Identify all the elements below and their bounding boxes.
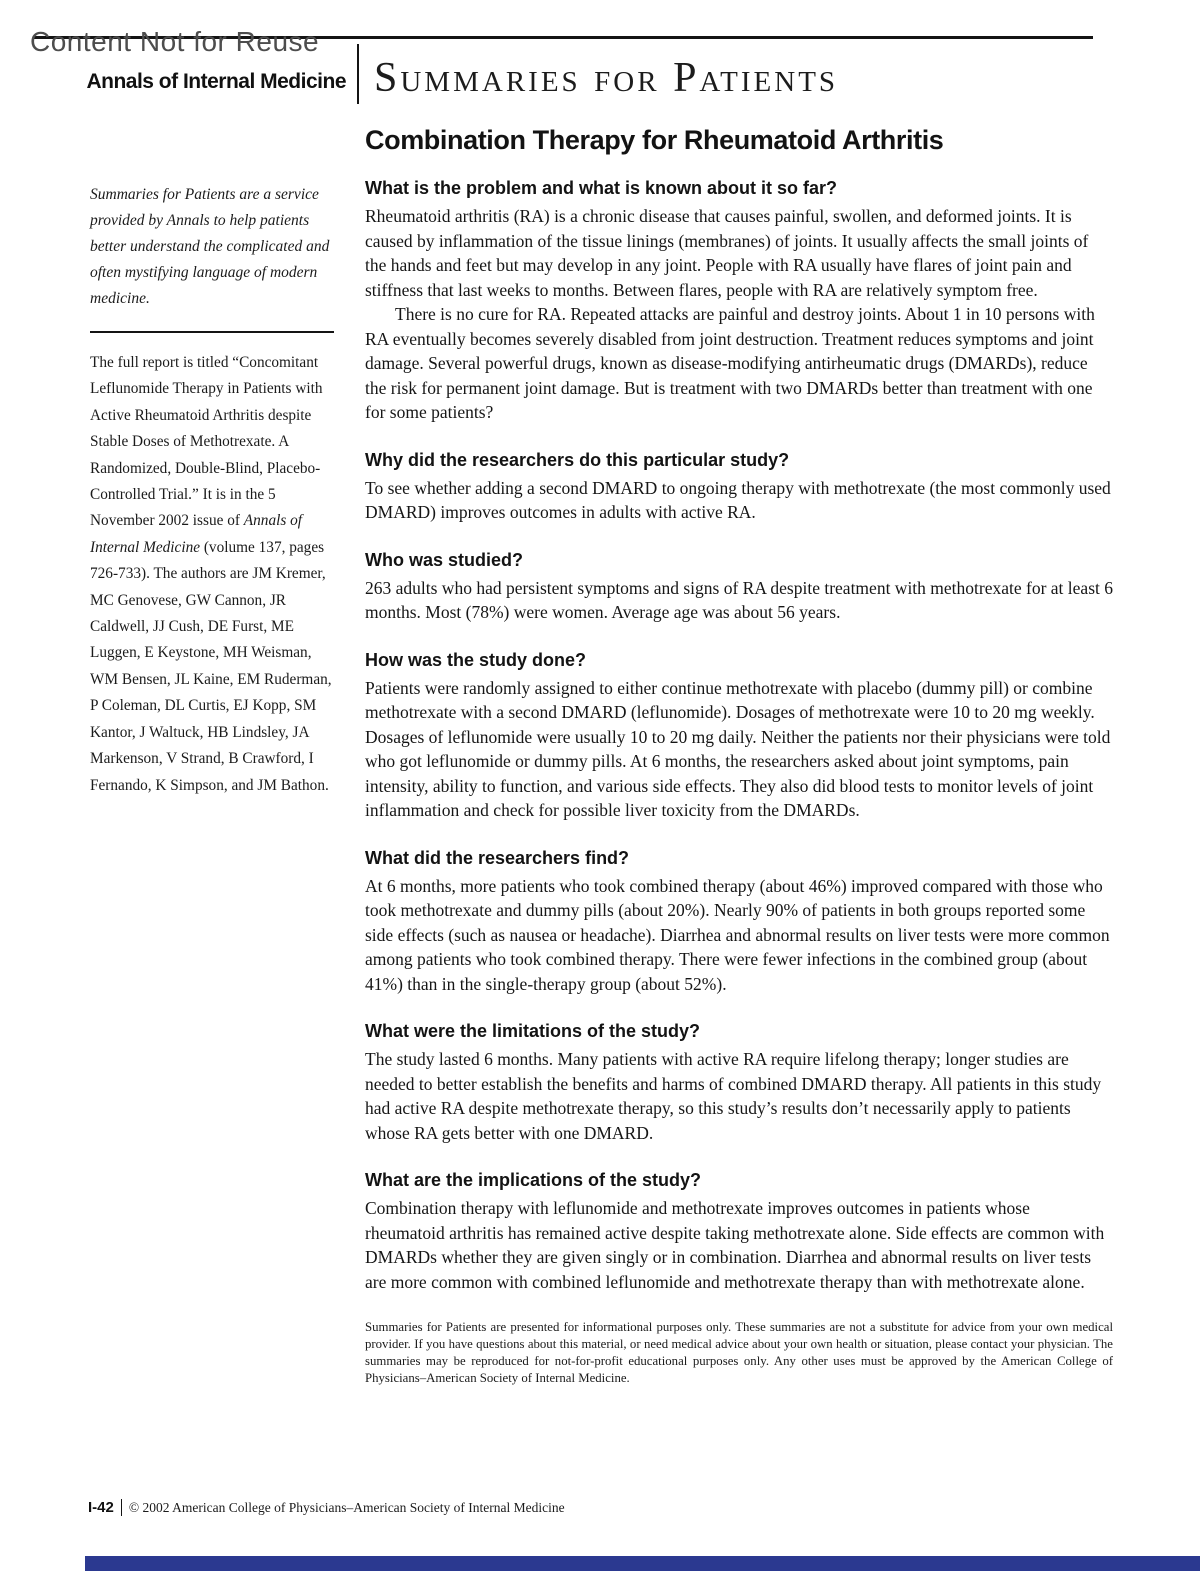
page-footer xyxy=(88,1499,565,1516)
copyright-notice: © 2002 American College of Physicians–American Society of Internal Medicine xyxy=(128,1500,565,1515)
section-paragraph: The study lasted 6 months. Many patients with active RA require lifelong therapy; longer studies are needed to better establish the benefits and harms of combined DMARD therapy. All patients in this study had active RA despite methotrexate therapy, so this study’s results don’t necessarily apply to patients whose RA gets better with one DMARD. xyxy=(365,1049,1102,1143)
article-title: Combination Therapy for Rheumatoid Arthritis xyxy=(365,125,944,155)
page-number: I-42 xyxy=(88,1499,122,1516)
section-findings xyxy=(365,848,1113,997)
section-heading: What are the implications of the study? xyxy=(365,1170,702,1190)
section-paragraph: Combination therapy with leflunomide and methotrexate improves outcomes in patients whose rheumatoid arthritis has remained active despite taking methotrexate alone. Side effects are common with DMARDs whether they are given singly or in combination. Diarrhea and abnormal results on liver tests are more common with combined leflunomide and methotrexate therapy than with methotrexate alone. xyxy=(365,1198,1105,1292)
section-paragraph: There is no cure for RA. Repeated attacks are painful and destroy joints. About 1 in 10 persons with RA eventually becomes severely disabled from joint destruction. Treatment reduces symptoms and joint damage. Several powerful drugs, known as disease-modifying antirheumatic drugs (DMARDs), reduce the risk for permanent joint damage. But is treatment with two DMARDs better than treatment with one for some patients? xyxy=(365,304,1095,422)
bottom-accent-bar xyxy=(85,1556,1200,1571)
section-problem xyxy=(365,178,1113,425)
sidebar-rule xyxy=(90,331,334,333)
header-divider xyxy=(357,44,359,104)
section-how-done xyxy=(365,650,1113,823)
series-title: Summaries for Patients xyxy=(374,55,839,101)
section-paragraph: 263 adults who had persistent symptoms and signs of RA despite treatment with methotrexate for at least 6 months. Most (78%) were women. Average age was about 56 years. xyxy=(365,577,1113,622)
section-who-studied xyxy=(365,550,1113,625)
section-heading: How was the study done? xyxy=(365,649,587,670)
section-limitations xyxy=(365,1021,1113,1145)
journal-name: Annals of Internal Medicine xyxy=(86,70,346,93)
section-why-study xyxy=(365,450,1113,525)
section-paragraph: To see whether adding a second DMARD to ongoing therapy with methotrexate (the most commonly used DMARD) improves outcomes in adults with active RA. xyxy=(365,477,1111,522)
sidebar xyxy=(90,182,334,799)
section-heading: Why did the researchers do this particular study? xyxy=(365,449,790,470)
section-heading: What did the researchers find? xyxy=(365,847,630,868)
main-content xyxy=(365,178,1113,1387)
section-paragraph: Patients were randomly assigned to either continue methotrexate with placebo (dummy pill) or combine methotrexate with a second DMARD (leflunomide). Dosages of methotrexate were 10 to 20 mg weekly. Dosages of leflunomide were usually 10 to 20 mg daily. Neither the patients nor their physicians were told who got leflunomide or dummy pills. At 6 months, the researchers asked about joint symptoms, pain intensity, ability to function, and various side effects. They also did blood tests to monitor levels of joint inflammation and check for possible liver toxicity from the DMARDs. xyxy=(365,677,1111,820)
sidebar-full-report-note: The full report is titled “Concomitant Leflunomide Therapy in Patients with Active Rheumatoid Arthritis despite Stable Doses of Methotrexate. A Randomized, Double-Blind, Placebo-Controlled Trial.” It is in the 5 November 2002 issue of Annals of Internal Medicine (volume 137, pages 726-733). The authors are JM Kremer, MC Genovese, GW Cannon, JR Caldwell, JJ Cush, DE Furst, ME Luggen, E Keystone, MH Weisman, WM Bensen, JL Kaine, EM Ruderman, P Coleman, DL Curtis, EJ Kopp, SM Kantor, J Waltuck, HB Lindsley, JA Markenson, V Strand, B Crawford, I Fernando, K Simpson, and JM Bathon. xyxy=(90,354,332,794)
section-heading: What is the problem and what is known about it so far? xyxy=(365,178,838,198)
sidebar-about-note: Summaries for Patients are a service provided by Annals to help patients better understand the complicated and often mystifying language of modern medicine. xyxy=(90,186,330,307)
section-heading: Who was studied? xyxy=(365,549,524,570)
section-paragraph: Rheumatoid arthritis (RA) is a chronic disease that causes painful, swollen, and deformed joints. It is caused by inflammation of the tissue linings (membranes) of joints. It usually affects the small joints of the hands and feet but may develop in any joint. People with RA usually have flares of joint pain and stiffness that last weeks to months. Between flares, people with RA are relatively symptom free. xyxy=(365,206,1089,300)
section-implications xyxy=(365,1170,1113,1294)
disclaimer-text: Summaries for Patients are presented for informational purposes only. These summaries are not a substitute for advice from your own medical provider. If you have questions about this material, or need medical advice about your own health or situation, please contact your physician. The summaries may be reproduced for not-for-profit educational purposes only. Any other uses must be approved by the American College of Physicians–American Society of Internal Medicine. xyxy=(365,1320,1113,1385)
section-heading: What were the limitations of the study? xyxy=(365,1021,701,1041)
section-paragraph: At 6 months, more patients who took combined therapy (about 46%) improved compared with those who took methotrexate and dummy pills (about 20%). Nearly 90% of patients in both groups reported some side effects (such as nausea or headache). Diarrhea and abnormal results on liver tests were more common among patients who took combined therapy. There were fewer infections in the combined group (about 41%) than in the single-therapy group (about 52%). xyxy=(365,875,1110,994)
watermark-text: Content Not for Reuse xyxy=(30,26,320,57)
